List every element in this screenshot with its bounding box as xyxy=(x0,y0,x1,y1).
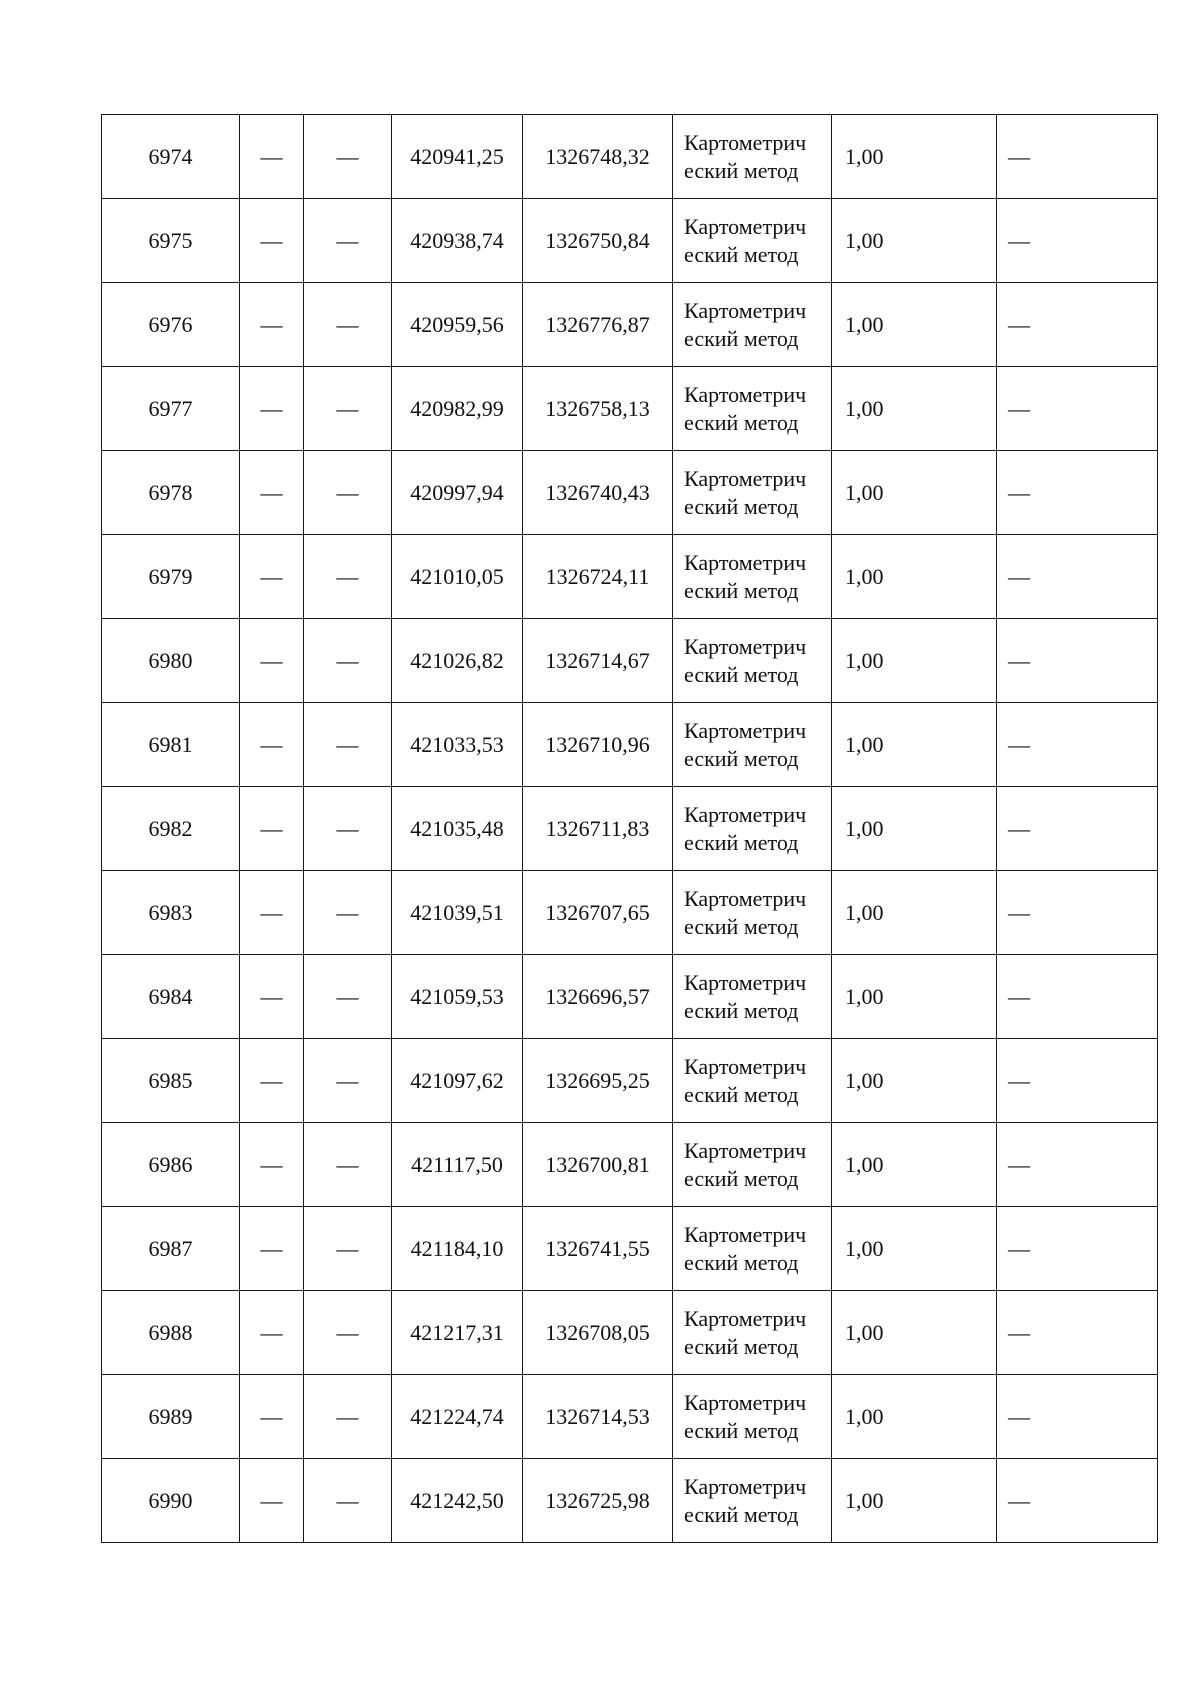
accuracy-cell: 1,00 xyxy=(832,1459,997,1543)
x-old-cell: — xyxy=(240,1291,304,1375)
point-number-cell: 6976 xyxy=(102,283,240,367)
y-coordinate-cell: 1326695,25 xyxy=(523,1039,673,1123)
x-old-cell: — xyxy=(240,1459,304,1543)
x-old-cell: — xyxy=(240,115,304,199)
method-cell xyxy=(673,703,832,787)
description-cell: — xyxy=(997,871,1158,955)
method-text: Картометрический метод xyxy=(684,633,807,687)
accuracy-cell: 1,00 xyxy=(832,535,997,619)
accuracy-cell: 1,00 xyxy=(832,871,997,955)
table-row xyxy=(102,871,1158,955)
table-row xyxy=(102,1207,1158,1291)
table-row xyxy=(102,619,1158,703)
description-cell: — xyxy=(997,367,1158,451)
x-old-cell: — xyxy=(240,1207,304,1291)
accuracy-cell: 1,00 xyxy=(832,787,997,871)
table-row xyxy=(102,199,1158,283)
method-cell xyxy=(673,1207,832,1291)
x-coordinate-cell: 421184,10 xyxy=(392,1207,523,1291)
x-coordinate-cell: 420941,25 xyxy=(392,115,523,199)
description-cell: — xyxy=(997,451,1158,535)
y-old-cell: — xyxy=(304,1375,392,1459)
point-number-cell: 6985 xyxy=(102,1039,240,1123)
description-cell: — xyxy=(997,955,1158,1039)
y-old-cell: — xyxy=(304,451,392,535)
y-old-cell: — xyxy=(304,787,392,871)
method-text: Картометрический метод xyxy=(684,969,807,1023)
point-number-cell: 6980 xyxy=(102,619,240,703)
x-coordinate-cell: 421242,50 xyxy=(392,1459,523,1543)
method-text: Картометрический метод xyxy=(684,129,807,183)
point-number-cell: 6974 xyxy=(102,115,240,199)
method-cell xyxy=(673,1039,832,1123)
method-cell xyxy=(673,1291,832,1375)
accuracy-cell: 1,00 xyxy=(832,1039,997,1123)
method-text: Картометрический метод xyxy=(684,717,807,771)
y-old-cell: — xyxy=(304,115,392,199)
x-coordinate-cell: 420982,99 xyxy=(392,367,523,451)
method-cell xyxy=(673,871,832,955)
y-coordinate-cell: 1326711,83 xyxy=(523,787,673,871)
description-cell: — xyxy=(997,1459,1158,1543)
method-cell xyxy=(673,619,832,703)
point-number-cell: 6984 xyxy=(102,955,240,1039)
point-number-cell: 6982 xyxy=(102,787,240,871)
x-old-cell: — xyxy=(240,451,304,535)
y-old-cell: — xyxy=(304,1039,392,1123)
method-cell xyxy=(673,199,832,283)
description-cell: — xyxy=(997,199,1158,283)
method-cell xyxy=(673,115,832,199)
y-old-cell: — xyxy=(304,1123,392,1207)
point-number-cell: 6989 xyxy=(102,1375,240,1459)
point-number-cell: 6988 xyxy=(102,1291,240,1375)
table-row xyxy=(102,535,1158,619)
x-coordinate-cell: 420938,74 xyxy=(392,199,523,283)
x-old-cell: — xyxy=(240,1375,304,1459)
y-coordinate-cell: 1326758,13 xyxy=(523,367,673,451)
description-cell: — xyxy=(997,1375,1158,1459)
accuracy-cell: 1,00 xyxy=(832,199,997,283)
method-cell xyxy=(673,1375,832,1459)
accuracy-cell: 1,00 xyxy=(832,451,997,535)
table-row xyxy=(102,955,1158,1039)
method-text: Картометрический метод xyxy=(684,1221,807,1275)
accuracy-cell: 1,00 xyxy=(832,283,997,367)
x-coordinate-cell: 421039,51 xyxy=(392,871,523,955)
table-row xyxy=(102,1123,1158,1207)
description-cell: — xyxy=(997,1123,1158,1207)
method-text: Картометрический метод xyxy=(684,297,807,351)
method-text: Картометрический метод xyxy=(684,885,807,939)
method-cell xyxy=(673,367,832,451)
y-coordinate-cell: 1326725,98 xyxy=(523,1459,673,1543)
x-old-cell: — xyxy=(240,619,304,703)
table-row xyxy=(102,787,1158,871)
accuracy-cell: 1,00 xyxy=(832,955,997,1039)
x-coordinate-cell: 421026,82 xyxy=(392,619,523,703)
y-old-cell: — xyxy=(304,199,392,283)
point-number-cell: 6978 xyxy=(102,451,240,535)
y-old-cell: — xyxy=(304,1207,392,1291)
table-row xyxy=(102,1459,1158,1543)
x-old-cell: — xyxy=(240,199,304,283)
x-old-cell: — xyxy=(240,787,304,871)
method-text: Картометрический метод xyxy=(684,1137,807,1191)
method-text: Картометрический метод xyxy=(684,1305,807,1359)
table-row xyxy=(102,367,1158,451)
y-old-cell: — xyxy=(304,535,392,619)
table-row xyxy=(102,1375,1158,1459)
y-old-cell: — xyxy=(304,283,392,367)
y-coordinate-cell: 1326724,11 xyxy=(523,535,673,619)
table-row xyxy=(102,703,1158,787)
y-old-cell: — xyxy=(304,703,392,787)
x-coordinate-cell: 421224,74 xyxy=(392,1375,523,1459)
description-cell: — xyxy=(997,1291,1158,1375)
method-cell xyxy=(673,535,832,619)
table-row xyxy=(102,1039,1158,1123)
coordinates-table xyxy=(101,114,1158,1543)
y-coordinate-cell: 1326710,96 xyxy=(523,703,673,787)
point-number-cell: 6977 xyxy=(102,367,240,451)
table-row xyxy=(102,115,1158,199)
description-cell: — xyxy=(997,1207,1158,1291)
accuracy-cell: 1,00 xyxy=(832,703,997,787)
description-cell: — xyxy=(997,619,1158,703)
x-old-cell: — xyxy=(240,1039,304,1123)
description-cell: — xyxy=(997,283,1158,367)
x-coordinate-cell: 421033,53 xyxy=(392,703,523,787)
x-coordinate-cell: 421097,62 xyxy=(392,1039,523,1123)
method-text: Картометрический метод xyxy=(684,1473,807,1527)
method-text: Картометрический метод xyxy=(684,549,807,603)
table-row xyxy=(102,283,1158,367)
accuracy-cell: 1,00 xyxy=(832,115,997,199)
y-old-cell: — xyxy=(304,955,392,1039)
y-coordinate-cell: 1326700,81 xyxy=(523,1123,673,1207)
y-coordinate-cell: 1326714,53 xyxy=(523,1375,673,1459)
y-coordinate-cell: 1326708,05 xyxy=(523,1291,673,1375)
method-cell xyxy=(673,283,832,367)
x-coordinate-cell: 421117,50 xyxy=(392,1123,523,1207)
x-coordinate-cell: 421217,31 xyxy=(392,1291,523,1375)
table-row xyxy=(102,451,1158,535)
x-old-cell: — xyxy=(240,871,304,955)
method-cell xyxy=(673,1459,832,1543)
y-coordinate-cell: 1326776,87 xyxy=(523,283,673,367)
method-text: Картометрический метод xyxy=(684,801,807,855)
y-old-cell: — xyxy=(304,367,392,451)
x-coordinate-cell: 421010,05 xyxy=(392,535,523,619)
x-old-cell: — xyxy=(240,283,304,367)
description-cell: — xyxy=(997,703,1158,787)
y-old-cell: — xyxy=(304,871,392,955)
y-coordinate-cell: 1326696,57 xyxy=(523,955,673,1039)
x-old-cell: — xyxy=(240,535,304,619)
point-number-cell: 6983 xyxy=(102,871,240,955)
x-coordinate-cell: 420997,94 xyxy=(392,451,523,535)
x-old-cell: — xyxy=(240,703,304,787)
method-cell xyxy=(673,955,832,1039)
accuracy-cell: 1,00 xyxy=(832,619,997,703)
accuracy-cell: 1,00 xyxy=(832,1291,997,1375)
method-cell xyxy=(673,1123,832,1207)
point-number-cell: 6979 xyxy=(102,535,240,619)
x-old-cell: — xyxy=(240,367,304,451)
y-coordinate-cell: 1326741,55 xyxy=(523,1207,673,1291)
point-number-cell: 6975 xyxy=(102,199,240,283)
y-old-cell: — xyxy=(304,619,392,703)
y-old-cell: — xyxy=(304,1459,392,1543)
y-coordinate-cell: 1326714,67 xyxy=(523,619,673,703)
method-text: Картометрический метод xyxy=(684,213,807,267)
table-body xyxy=(102,115,1158,1543)
y-old-cell: — xyxy=(304,1291,392,1375)
method-cell xyxy=(673,787,832,871)
point-number-cell: 6987 xyxy=(102,1207,240,1291)
accuracy-cell: 1,00 xyxy=(832,1207,997,1291)
x-coordinate-cell: 421059,53 xyxy=(392,955,523,1039)
y-coordinate-cell: 1326750,84 xyxy=(523,199,673,283)
method-cell xyxy=(673,451,832,535)
description-cell: — xyxy=(997,115,1158,199)
accuracy-cell: 1,00 xyxy=(832,1375,997,1459)
y-coordinate-cell: 1326748,32 xyxy=(523,115,673,199)
x-old-cell: — xyxy=(240,955,304,1039)
method-text: Картометрический метод xyxy=(684,1053,807,1107)
method-text: Картометрический метод xyxy=(684,1389,807,1443)
method-text: Картометрический метод xyxy=(684,465,807,519)
x-coordinate-cell: 421035,48 xyxy=(392,787,523,871)
accuracy-cell: 1,00 xyxy=(832,1123,997,1207)
point-number-cell: 6990 xyxy=(102,1459,240,1543)
y-coordinate-cell: 1326740,43 xyxy=(523,451,673,535)
method-text: Картометрический метод xyxy=(684,381,807,435)
table-row xyxy=(102,1291,1158,1375)
x-coordinate-cell: 420959,56 xyxy=(392,283,523,367)
point-number-cell: 6981 xyxy=(102,703,240,787)
description-cell: — xyxy=(997,1039,1158,1123)
point-number-cell: 6986 xyxy=(102,1123,240,1207)
description-cell: — xyxy=(997,787,1158,871)
accuracy-cell: 1,00 xyxy=(832,367,997,451)
y-coordinate-cell: 1326707,65 xyxy=(523,871,673,955)
description-cell: — xyxy=(997,535,1158,619)
x-old-cell: — xyxy=(240,1123,304,1207)
